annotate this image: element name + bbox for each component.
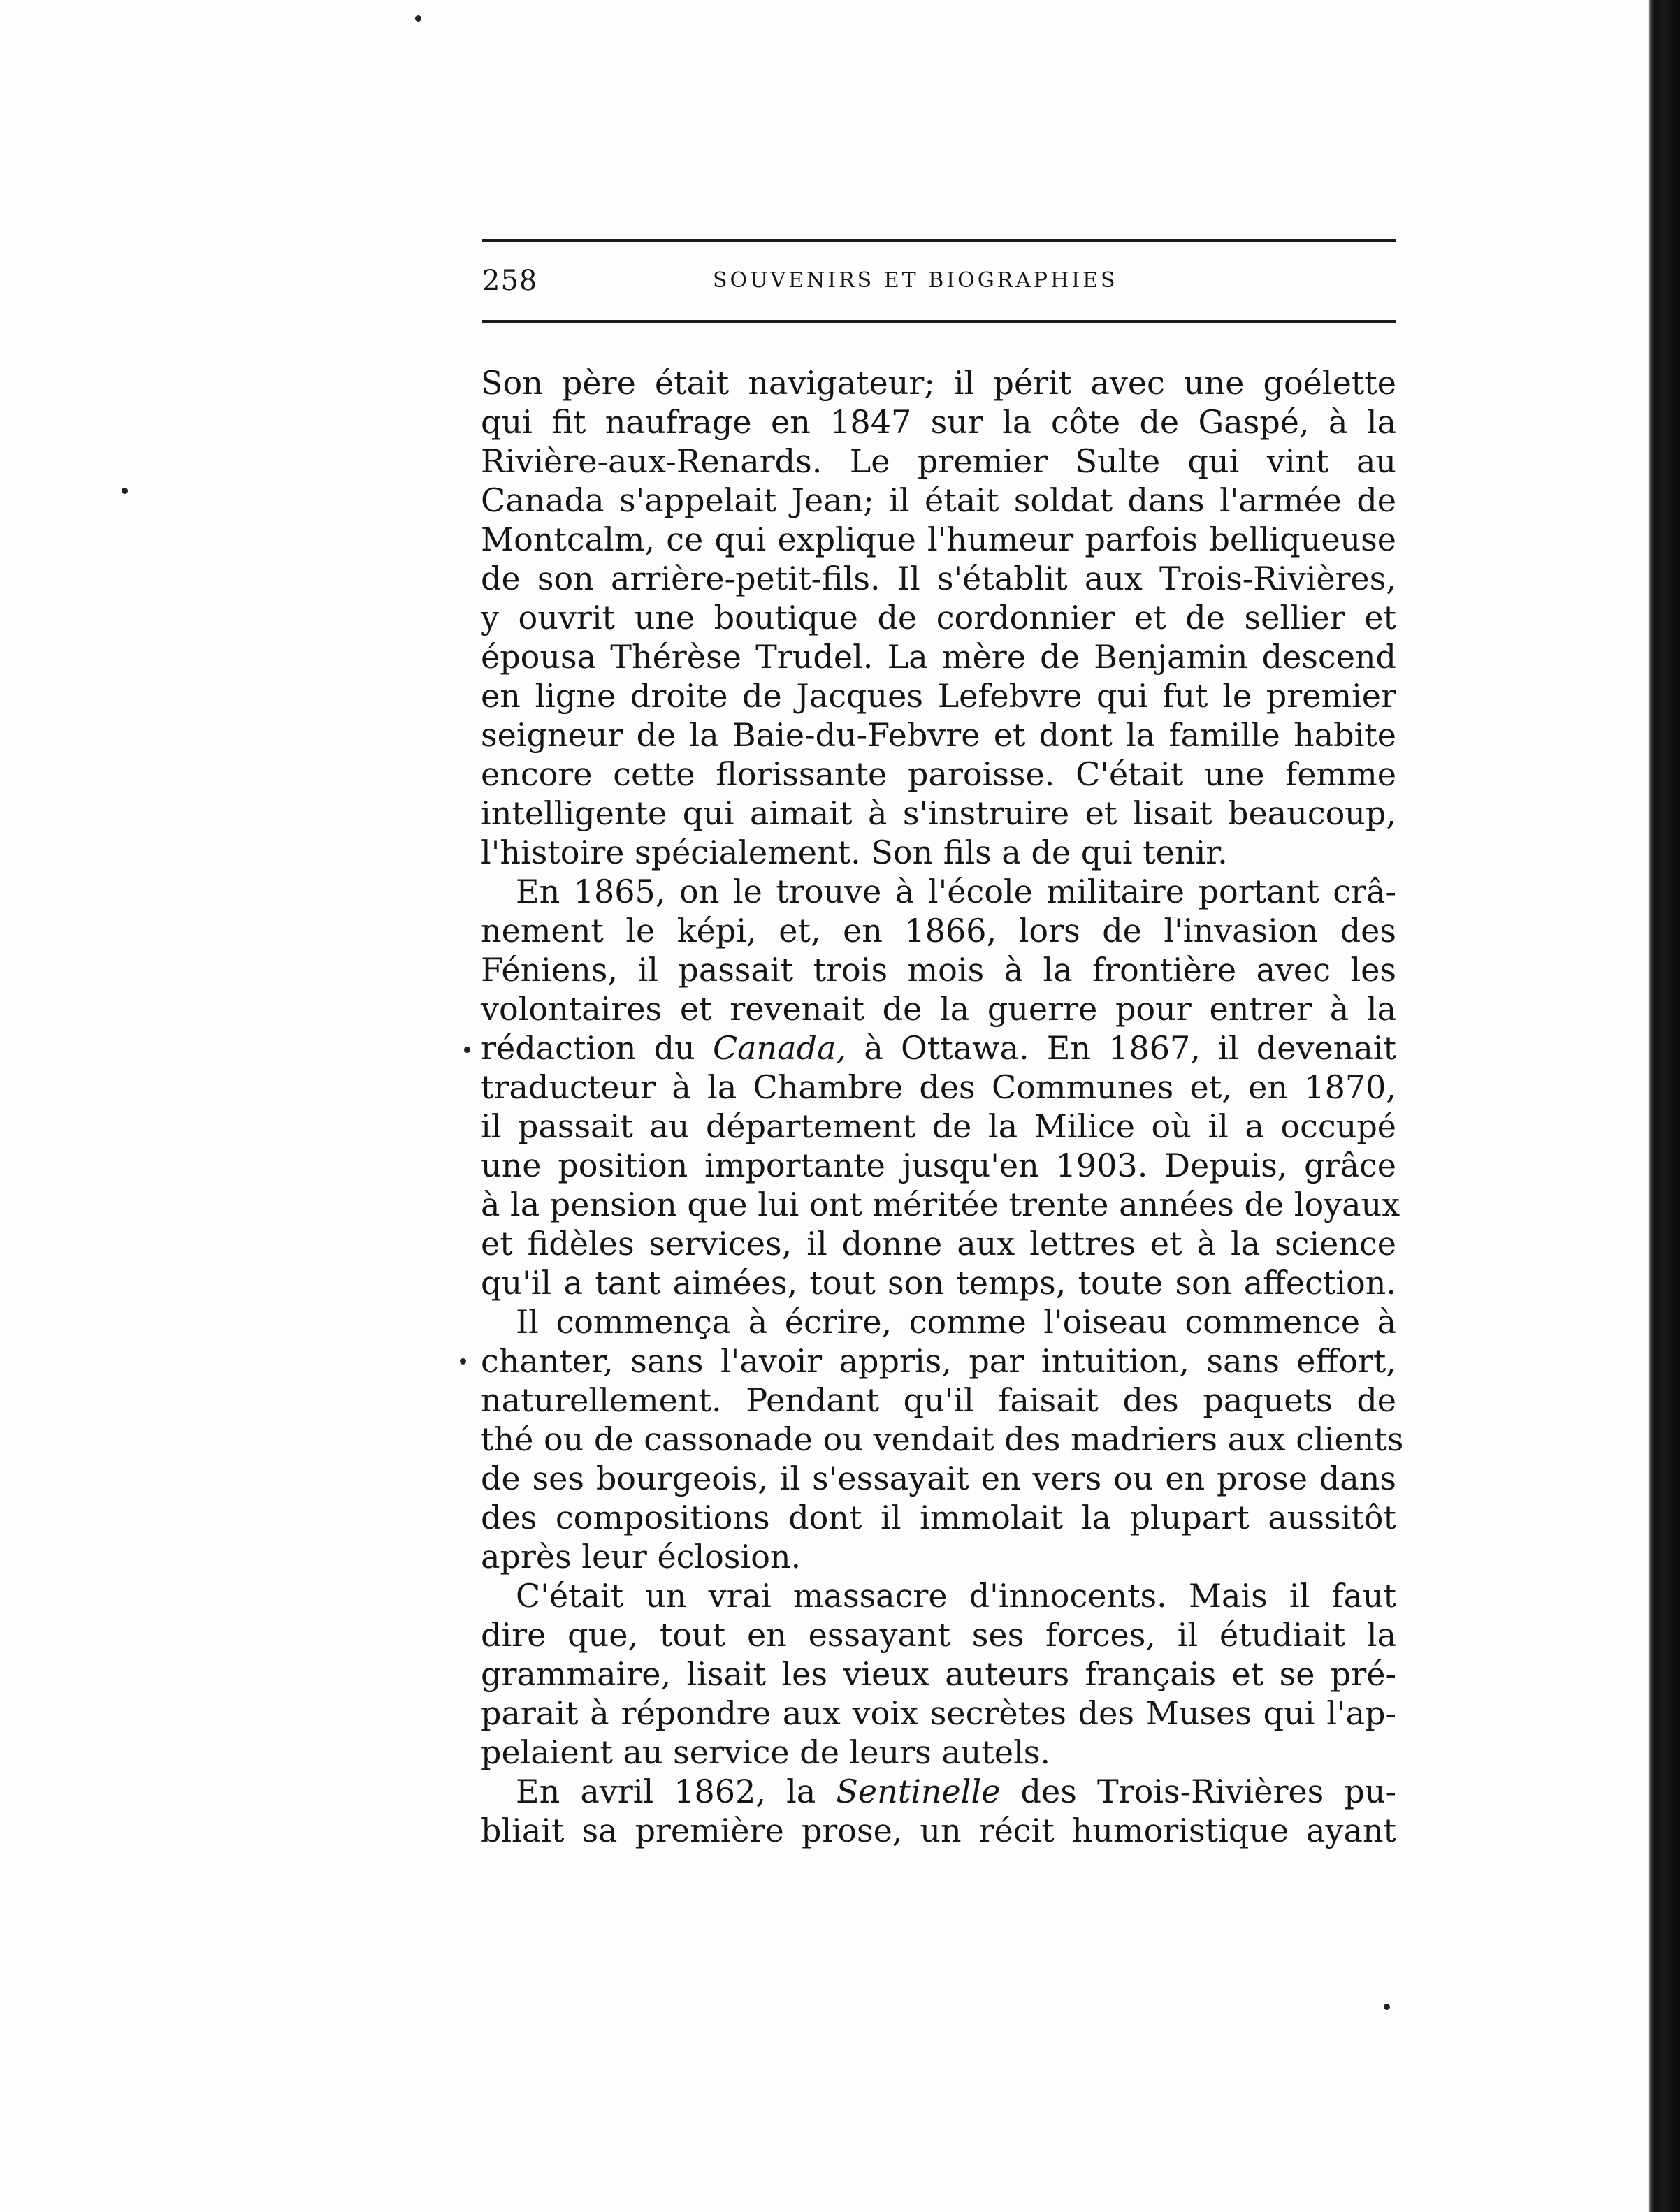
print-speck <box>464 1047 470 1053</box>
text-line: qu'il a tant aimées, tout son temps, toute son affection. <box>481 1264 1396 1302</box>
text-line: l'histoire spécialement. Son fils a de qui tenir. <box>481 834 1228 871</box>
text-line: à la pension que lui ont méritée trente années de loyaux <box>481 1186 1400 1223</box>
text-line: C'était un vrai massacre d'innocents. Mais il faut <box>516 1577 1396 1615</box>
text-line: traducteur à la Chambre des Communes et, en 1870, <box>481 1068 1396 1106</box>
header-rule-bottom <box>482 320 1396 323</box>
text-line: dire que, tout en essayant ses forces, il étudiait la <box>481 1616 1396 1654</box>
text-line: bliait sa première prose, un récit humoristique ayant <box>481 1812 1396 1849</box>
running-head-title: SOUVENIRS ET BIOGRAPHIES <box>713 268 1118 293</box>
print-speck <box>415 15 421 22</box>
text-line: seigneur de la Baie-du-Febvre et dont la famille habite <box>481 716 1396 754</box>
text-line: Canada s'appelait Jean; il était soldat dans l'armée de <box>481 481 1396 519</box>
text-line: Montcalm, ce qui explique l'humeur parfois belliqueuse <box>481 521 1396 558</box>
text-line <box>516 1772 1396 1811</box>
text-line: qui fit naufrage en 1847 sur la côte de Gaspé, à la <box>481 403 1396 441</box>
text-run: à Ottawa. En 1867, il devenait <box>864 1029 1396 1067</box>
text-line <box>481 1028 1396 1068</box>
text-line: une position importante jusqu'en 1903. Depuis, grâce <box>481 1147 1396 1184</box>
text-line: des compositions dont il immolait la plupart aussitôt <box>481 1499 1396 1536</box>
text-line: y ouvrit une boutique de cordonnier et de sellier et <box>481 599 1396 636</box>
text-line: naturellement. Pendant qu'il faisait des paquets de <box>481 1381 1396 1419</box>
header-rule-top <box>482 239 1396 242</box>
text-line: pelaient au service de leurs autels. <box>481 1733 1051 1771</box>
text-run: des Trois-Rivières pu- <box>1020 1773 1396 1810</box>
text-line: En 1865, on le trouve à l'école militaire portant crâ- <box>516 873 1396 910</box>
text-line: épousa Thérèse Trudel. La mère de Benjamin descend <box>481 638 1396 676</box>
newspaper-title-sentinelle: Sentinelle <box>836 1773 1001 1810</box>
text-line: Rivière-aux-Renards. Le premier Sulte qui vint au <box>481 442 1396 480</box>
body-text <box>481 363 1404 1886</box>
text-line: de ses bourgeois, il s'essayait en vers ou en prose dans <box>481 1460 1396 1497</box>
text-line: de son arrière-petit-fils. Il s'établit aux Trois-Rivières, <box>481 560 1396 597</box>
print-speck <box>122 488 128 494</box>
text-line: grammaire, lisait les vieux auteurs français et se pré- <box>481 1655 1396 1693</box>
text-line: il passait au département de la Milice où il a occupé <box>481 1107 1396 1145</box>
text-line: thé ou de cassonade ou vendait des madriers aux clients <box>481 1420 1404 1458</box>
text-line: chanter, sans l'avoir appris, par intuition, sans effort, <box>481 1342 1396 1380</box>
text-line: Féniens, il passait trois mois à la frontière avec les <box>481 951 1396 989</box>
text-line: en ligne droite de Jacques Lefebvre qui fut le premier <box>481 677 1396 715</box>
book-binding-edge <box>1635 0 1680 2212</box>
newspaper-title-canada: Canada, <box>712 1029 847 1067</box>
text-line: Son père était navigateur; il périt avec une goélette <box>481 364 1396 402</box>
print-speck <box>460 1358 466 1365</box>
text-run: En avril 1862, la <box>516 1773 816 1810</box>
text-line: encore cette florissante paroisse. C'était une femme <box>481 755 1396 793</box>
text-line: après leur éclosion. <box>481 1538 802 1576</box>
page-number: 258 <box>482 265 538 297</box>
text-run: rédaction du <box>481 1029 695 1067</box>
text-line: Il commença à écrire, comme l'oiseau commence à <box>516 1303 1396 1341</box>
text-line: parait à répondre aux voix secrètes des Muses qui l'ap- <box>481 1694 1396 1732</box>
print-speck <box>1384 2004 1390 2010</box>
text-line: et fidèles services, il donne aux lettres et à la science <box>481 1225 1396 1263</box>
text-line: intelligente qui aimait à s'instruire et lisait beaucoup, <box>481 794 1396 832</box>
text-line: nement le képi, et, en 1866, lors de l'invasion des <box>481 912 1396 949</box>
text-line: volontaires et revenait de la guerre pour entrer à la <box>481 990 1396 1028</box>
running-header <box>482 260 1396 302</box>
